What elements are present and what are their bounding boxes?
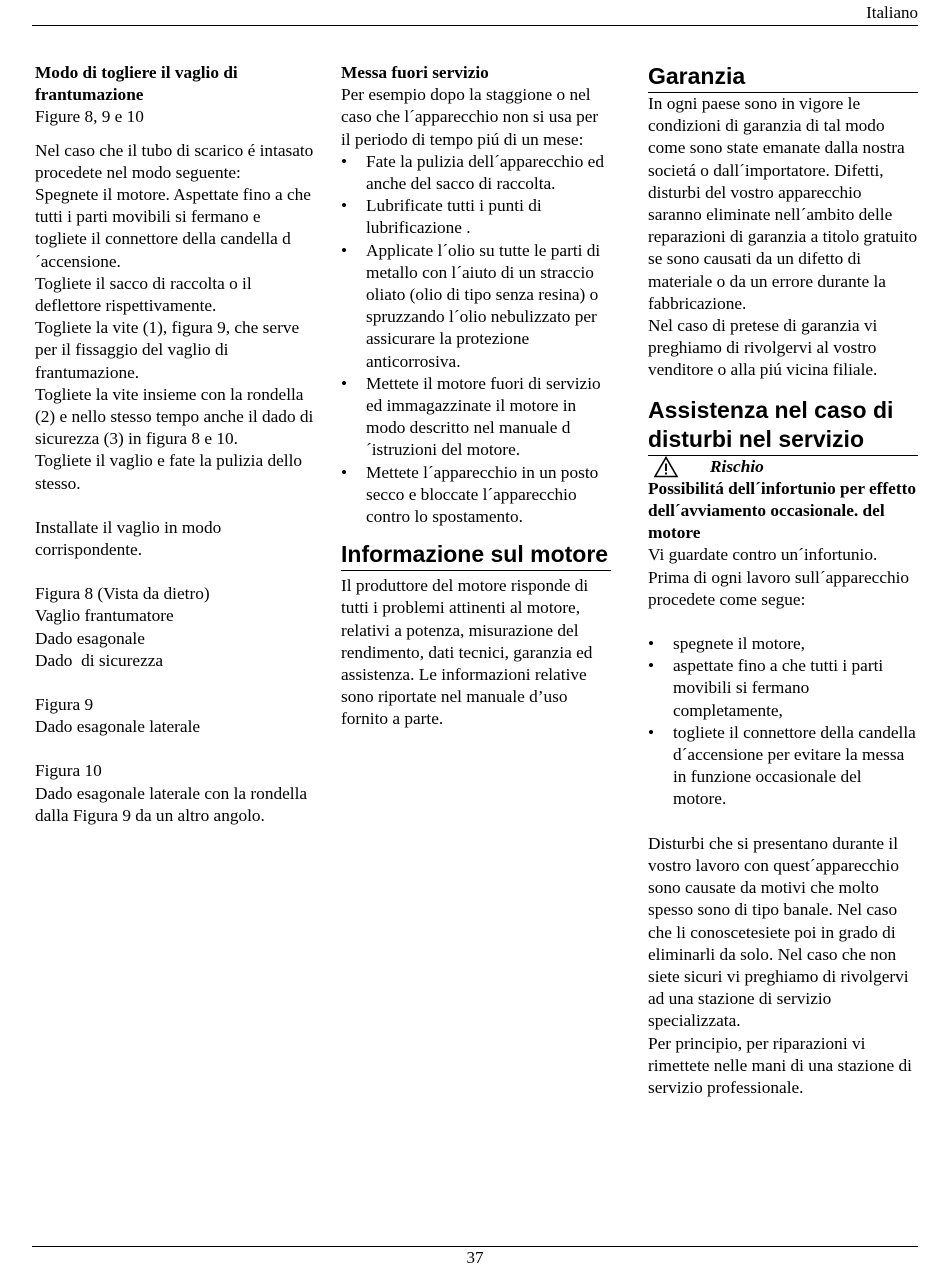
heading-assistenza: Assistenza nel caso di disturbi nel servizio [648,396,918,456]
list-item: • aspettate fino a che tutti i parti movibili si fermano completamente, [648,655,918,722]
paragraph: Spegnete il motore. Aspettate fino a che tutti i parti movibili si fermano e togliete il connettore della candella d´accensione. [35,185,311,271]
heading-garanzia: Garanzia [648,62,918,93]
page-header [32,0,918,26]
warning-label: Rischio [710,456,764,476]
paragraph: Installate il vaglio in modo corrispondente. [35,517,222,560]
figure10-item: Dado esagonale laterale con la rondella dalla Figura 9 da un altro angolo. [35,783,308,825]
figure-reference: Figure 8, 9 e 10 [35,107,144,127]
figure8-caption: Figura 8 (Vista da dietro) [35,584,210,604]
paragraph: Il produttore del motore risponde di tutti i problemi attinenti al motore, relativi a potenza, misurazione del rendimento, dati tecnici, garanzia ed assistenza. Le informazioni relative [341,576,593,685]
list-item: • spegnete il motore, [648,633,918,655]
warning-text-bold: Possibilitá dell´infortunio per effetto dell´avviamento occasionale. del motore [648,478,916,543]
figure10-caption: Figura 10 [35,761,102,781]
list-item: • Mettete il motore fuori di servizio ed immagazzinate il motore in modo descritto nel manuale d´istruzioni del motore. [341,373,611,462]
paragraph: Disturbi che si presentano durante il vostro lavoro con quest´apparecchio sono causate da motivi che molto spesso sono di tipo banale. Nel caso che li conoscetesiete poi in grado di eliminarli da solo. Nel caso che non siete sicuri vi preghiamo di rivolgervi ad una stazione di servizio specializzata. [648,833,909,1031]
paragraph: Per principio, per riparazioni vi rimettete nelle mani di una stazione di servizio professionale. [648,1033,912,1097]
list-item: • togliete il connettore della candella d´accensione per evitare la messa in funzione occasionale del motore. [648,722,918,811]
list-item: • Applicate l´olio su tutte le parti di metallo con l´aiuto di un straccio oliato (olio di tipo senza resina) o spruzzando l´olio nebulizzato per assicurare la protezione anticorrosiva. [341,240,611,373]
column-left [35,62,315,827]
paragraph: Togliete la vite (1), figura 9, che serve per il fissaggio del vaglio di frantumazione. [35,318,300,382]
paragraph: Nel caso di pretese di garanzia vi preghiamo di rivolgervi al vostro venditore o alla piú vicina filiale. [648,316,878,380]
paragraph: Nel caso che il tubo di scarico é intasato procedete nel modo seguente: [35,140,314,182]
section-title-messa-fuori-servizio: Messa fuori servizio [341,63,489,82]
list-item: • Fate la pulizia dell´apparecchio ed anche del sacco di raccolta. [341,151,611,195]
header-language: Italiano [866,3,918,22]
paragraph: Togliete il sacco di raccolta o il deflettore rispettivamente. [35,273,252,316]
paragraph: Togliete il vaglio e fate la pulizia dello stesso. [35,451,303,493]
bullet-list [648,633,918,811]
paragraph: sono riportate nel manuale d’uso fornito a parte. [341,687,568,729]
figure8-item: Vaglio frantumatore [35,606,174,626]
section-title-vaglio: Modo di togliere il vaglio di frantumazione [35,63,238,105]
figure9-caption: Figura 9 [35,695,94,715]
page-footer [32,1246,918,1268]
paragraph: Per esempio dopo la staggione o nel caso che l´apparecchio non si usa per il periodo di tempo piú di un mese: [341,85,599,149]
paragraph: Vi guardate contro un´infortunio. Prima di ogni lavoro sull´apparecchio procedete come segue: [648,545,910,609]
warning-triangle-icon [654,456,678,478]
heading-informazione-motore: Informazione sul motore [341,540,611,571]
list-item: • Lubrificate tutti i punti di lubrificazione . [341,195,611,239]
figure8-item: Dado esagonale [35,628,145,648]
figure8-item: Dado di sicurezza [35,650,164,670]
paragraph: Togliete la vite insieme con la rondella (2) e nello stesso tempo anche il dado di sicurezza (3) in figura 8 e 10. [35,384,314,449]
list-item: • Mettete l´apparecchio in un posto secco e bloccate l´apparecchio contro lo spostamento. [341,462,611,529]
figure9-item: Dado esagonale laterale [35,717,201,737]
paragraph: In ogni paese sono in vigore le condizioni di garanzia di tal modo come sono state emanate dalla nostra societá o dall´importatore. Difetti, disturbi del vostro apparecchio saranno eliminate nell´ambito delle reparazioni di garanzia a titolo gratuito se sono causati da un difetto di materiale o da un errore durante la fabbricazione. [648,94,918,313]
warning-row [648,456,918,478]
page-number: 37 [466,1248,484,1267]
column-middle [341,62,611,731]
column-right [648,62,918,1099]
bullet-list [341,151,611,528]
